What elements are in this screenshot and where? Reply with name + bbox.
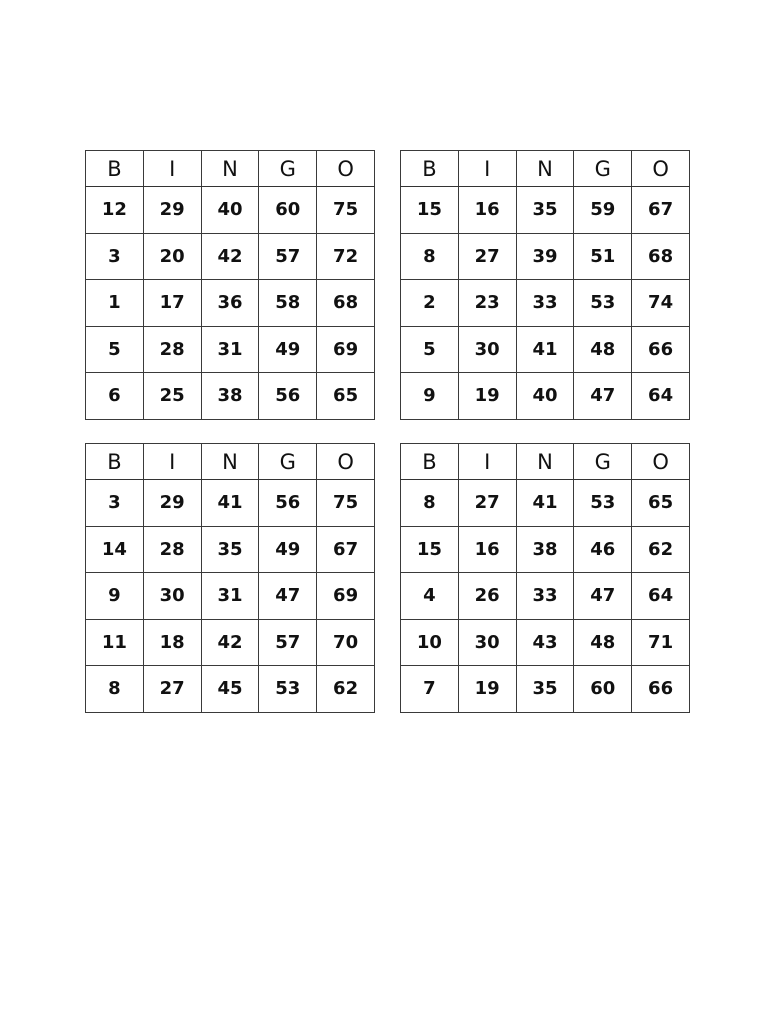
card-row [401,233,690,280]
number-cell: 41 [201,480,259,527]
number-cell: 31 [201,326,259,373]
number-cell: 40 [516,373,574,420]
number-cell: 23 [458,280,516,327]
number-cell: 53 [574,280,632,327]
number-cell: 11 [86,619,144,666]
number-cell: 15 [401,526,459,573]
number-cell: 33 [516,573,574,620]
bingo-card [400,150,690,420]
number-cell: 42 [201,619,259,666]
number-cell: 71 [632,619,690,666]
card-row [86,480,375,527]
column-header: O [632,444,690,480]
card-row [401,326,690,373]
number-cell: 4 [401,573,459,620]
number-cell: 65 [632,480,690,527]
number-cell: 40 [201,187,259,234]
number-cell: 45 [201,666,259,713]
number-cell: 53 [574,480,632,527]
number-cell: 75 [317,480,375,527]
number-cell: 8 [401,233,459,280]
number-cell: 29 [143,187,201,234]
number-cell: 7 [401,666,459,713]
number-cell: 6 [86,373,144,420]
number-cell: 46 [574,526,632,573]
number-cell: 26 [458,573,516,620]
number-cell: 59 [574,187,632,234]
number-cell: 49 [259,526,317,573]
number-cell: 17 [143,280,201,327]
number-cell: 16 [458,526,516,573]
column-header: N [201,151,259,187]
column-header: O [317,444,375,480]
card-header-row [86,151,375,187]
number-cell: 57 [259,619,317,666]
number-cell: 49 [259,326,317,373]
number-cell: 33 [516,280,574,327]
number-cell: 72 [317,233,375,280]
number-cell: 35 [516,187,574,234]
number-cell: 35 [201,526,259,573]
column-header: G [259,444,317,480]
card-header-row [86,444,375,480]
number-cell: 5 [401,326,459,373]
number-cell: 60 [574,666,632,713]
number-cell: 60 [259,187,317,234]
card-row [86,280,375,327]
number-cell: 47 [259,573,317,620]
number-cell: 64 [632,573,690,620]
number-cell: 36 [201,280,259,327]
number-cell: 38 [201,373,259,420]
card-row [401,480,690,527]
number-cell: 16 [458,187,516,234]
column-header: G [574,444,632,480]
number-cell: 62 [317,666,375,713]
number-cell: 56 [259,373,317,420]
number-cell: 15 [401,187,459,234]
number-cell: 8 [86,666,144,713]
card-row [401,526,690,573]
number-cell: 25 [143,373,201,420]
bingo-card [85,443,375,713]
number-cell: 30 [458,619,516,666]
number-cell: 51 [574,233,632,280]
number-cell: 69 [317,573,375,620]
card-row [86,573,375,620]
card-row [86,187,375,234]
number-cell: 69 [317,326,375,373]
column-header: G [259,151,317,187]
number-cell: 68 [632,233,690,280]
column-header: B [401,151,459,187]
number-cell: 62 [632,526,690,573]
number-cell: 8 [401,480,459,527]
number-cell: 48 [574,326,632,373]
card-row [86,326,375,373]
number-cell: 39 [516,233,574,280]
card-row [401,373,690,420]
card-header-row [401,151,690,187]
number-cell: 42 [201,233,259,280]
card-header-row [401,444,690,480]
number-cell: 27 [458,233,516,280]
column-header: N [516,151,574,187]
bingo-card [400,443,690,713]
number-cell: 2 [401,280,459,327]
number-cell: 1 [86,280,144,327]
number-cell: 47 [574,373,632,420]
number-cell: 30 [458,326,516,373]
number-cell: 64 [632,373,690,420]
number-cell: 66 [632,326,690,373]
number-cell: 30 [143,573,201,620]
number-cell: 75 [317,187,375,234]
number-cell: 3 [86,233,144,280]
number-cell: 67 [632,187,690,234]
number-cell: 9 [86,573,144,620]
number-cell: 58 [259,280,317,327]
number-cell: 53 [259,666,317,713]
number-cell: 41 [516,480,574,527]
number-cell: 18 [143,619,201,666]
number-cell: 48 [574,619,632,666]
card-row [86,233,375,280]
number-cell: 56 [259,480,317,527]
number-cell: 29 [143,480,201,527]
number-cell: 19 [458,666,516,713]
column-header: I [143,151,201,187]
column-header: I [458,444,516,480]
number-cell: 28 [143,326,201,373]
number-cell: 14 [86,526,144,573]
number-cell: 10 [401,619,459,666]
number-cell: 28 [143,526,201,573]
number-cell: 35 [516,666,574,713]
column-header: N [201,444,259,480]
number-cell: 5 [86,326,144,373]
number-cell: 47 [574,573,632,620]
number-cell: 70 [317,619,375,666]
column-header: I [143,444,201,480]
number-cell: 9 [401,373,459,420]
column-header: O [317,151,375,187]
card-row [401,619,690,666]
card-row [401,187,690,234]
number-cell: 27 [458,480,516,527]
number-cell: 74 [632,280,690,327]
number-cell: 31 [201,573,259,620]
card-row [401,666,690,713]
number-cell: 3 [86,480,144,527]
number-cell: 68 [317,280,375,327]
card-row [86,526,375,573]
card-row [86,666,375,713]
number-cell: 19 [458,373,516,420]
number-cell: 41 [516,326,574,373]
column-header: B [86,151,144,187]
card-row [86,373,375,420]
column-header: B [86,444,144,480]
number-cell: 66 [632,666,690,713]
card-row [86,619,375,666]
column-header: G [574,151,632,187]
number-cell: 65 [317,373,375,420]
number-cell: 12 [86,187,144,234]
number-cell: 43 [516,619,574,666]
number-cell: 67 [317,526,375,573]
number-cell: 27 [143,666,201,713]
column-header: B [401,444,459,480]
column-header: O [632,151,690,187]
bingo-card [85,150,375,420]
number-cell: 38 [516,526,574,573]
card-row [401,573,690,620]
card-row [401,280,690,327]
column-header: I [458,151,516,187]
column-header: N [516,444,574,480]
number-cell: 57 [259,233,317,280]
number-cell: 20 [143,233,201,280]
